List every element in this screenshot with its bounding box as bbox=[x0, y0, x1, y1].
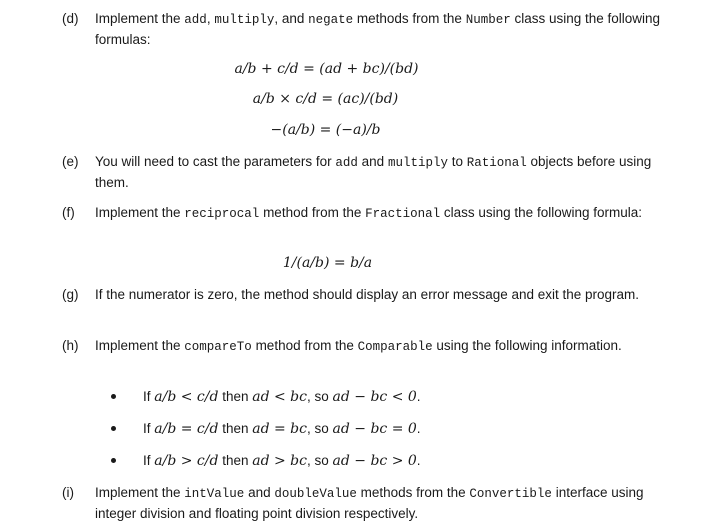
code-number: Number bbox=[465, 13, 511, 27]
item-label: (g) bbox=[62, 287, 79, 302]
item-h bbox=[62, 336, 662, 357]
code-add: add bbox=[335, 156, 358, 170]
item-text: You will need to cast the parameters for add and multiply to Rational objects before using them. bbox=[95, 154, 652, 190]
code-comparable: Comparable bbox=[357, 340, 433, 354]
item-label: (f) bbox=[62, 205, 75, 220]
item-text: Implement the add, multiply, and negate methods from the Number class using the following formulas: bbox=[95, 11, 661, 47]
bullet-icon bbox=[111, 394, 116, 399]
item-text: If the numerator is zero, the method should display an error message and exit the program. bbox=[95, 287, 640, 302]
item-d bbox=[62, 9, 662, 49]
code-compareto: compareTo bbox=[184, 340, 252, 354]
equation-reciprocal: 1/(a/b) = b/a bbox=[282, 255, 373, 271]
bullet-item-less: If a/b < c/d then ad < bc, so ad − bc < 0. bbox=[111, 387, 421, 407]
code-negate: negate bbox=[308, 13, 354, 27]
code-intvalue: intValue bbox=[184, 487, 245, 501]
bullet-icon bbox=[111, 458, 116, 463]
item-label: (e) bbox=[62, 154, 79, 169]
item-label: (i) bbox=[62, 485, 74, 500]
code-rational: Rational bbox=[466, 156, 527, 170]
item-g bbox=[62, 285, 662, 304]
item-label: (d) bbox=[62, 11, 79, 26]
code-multiply: multiply bbox=[387, 156, 448, 170]
item-i bbox=[62, 483, 662, 523]
equation-negate: −(a/b) = (−a)/b bbox=[270, 122, 381, 138]
equation-multiply: a/b × c/d = (ac)/(bd) bbox=[252, 91, 399, 107]
code-reciprocal: reciprocal bbox=[184, 207, 260, 221]
item-f bbox=[62, 203, 662, 224]
equation-add: a/b + c/d = (ad + bc)/(bd) bbox=[234, 61, 419, 77]
item-label: (h) bbox=[62, 338, 79, 353]
item-e bbox=[62, 152, 662, 192]
item-text: Implement the reciprocal method from the Fractional class using the following formula: bbox=[95, 205, 642, 221]
bullet-item-equal: If a/b = c/d then ad = bc, so ad − bc = 0. bbox=[111, 419, 421, 439]
code-multiply: multiply bbox=[214, 13, 275, 27]
code-add: add bbox=[184, 13, 207, 27]
code-doublevalue: doubleValue bbox=[274, 487, 357, 501]
item-text: Implement the intValue and doubleValue methods from the Convertible interface using integer division and floating point division respectively. bbox=[95, 485, 644, 521]
code-convertible: Convertible bbox=[469, 487, 552, 501]
code-fractional: Fractional bbox=[365, 207, 441, 221]
bullet-icon bbox=[111, 426, 116, 431]
bullet-item-greater: If a/b > c/d then ad > bc, so ad − bc > 0. bbox=[111, 451, 421, 471]
item-text: Implement the compareTo method from the Comparable using the following information. bbox=[95, 338, 622, 354]
